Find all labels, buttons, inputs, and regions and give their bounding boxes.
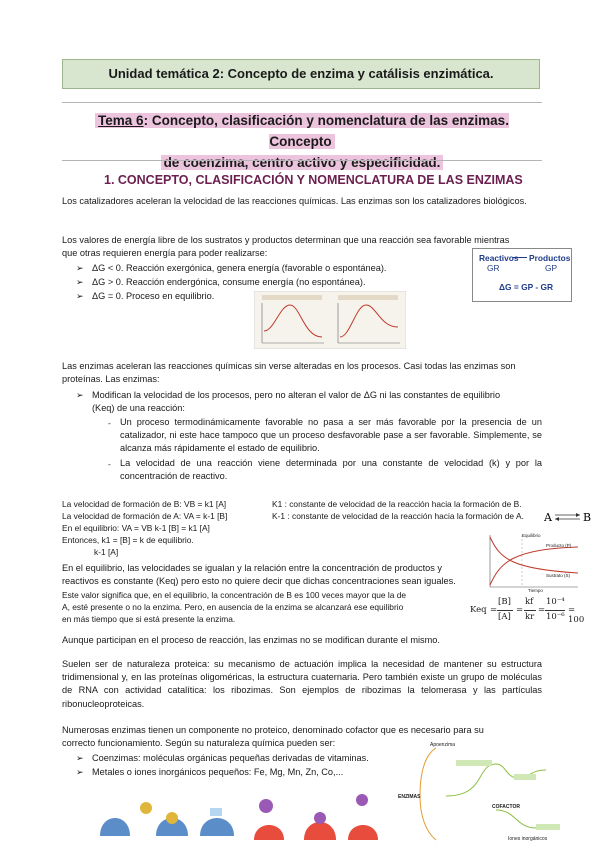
rate-line-4: Entonces, k1 = [B] = k de equilibrio.	[62, 535, 194, 545]
eq-small-3: en más tiempo que si está presente la enzima.	[62, 614, 236, 624]
dg-arrow-icon	[513, 257, 527, 258]
rate-line-1: La velocidad de formación de B: VB = k1 [A]	[62, 499, 227, 509]
divider-bottom	[62, 160, 542, 161]
k-def-2: K-1 : constante de velocidad de la reacción hacia la formación de A.	[272, 511, 524, 521]
cofactor-item-2: ➢ Metales o iones inorgánicos pequeños: Fe, Mg, Mn, Zn, Co,...	[76, 767, 344, 777]
dg-reactivos: Reactivos	[479, 253, 519, 263]
unit-title-box	[62, 59, 540, 89]
eq-small-1: Este valor significa que, en el equilibrio, la concentración de B es 100 veces mayor que la de	[62, 590, 407, 600]
paragraph-energia-line1: Los valores de energía libre de los sustratos y productos determinan que una reacción sea favorable mientras	[62, 235, 510, 245]
paragraph-cofactor-line2: correcto funcionamiento. Según su naturaleza química pueden ser:	[62, 738, 336, 748]
section-heading-1: 1. CONCEPTO, CLASIFICACIÓN Y NOMENCLATURA DE LAS ENZIMAS	[104, 173, 523, 187]
dg-formula: ΔG = GP - GR	[499, 282, 554, 292]
modifican-line1: ➢ Modifican la velocidad de los procesos, pero no alteran el valor de ΔG ni las constantes de equilibrio	[76, 390, 501, 400]
graph-equilibrio-label: Equilibrio	[522, 533, 541, 538]
dg-productos: Productos	[529, 253, 571, 263]
divider-top	[62, 102, 542, 103]
dg-item-2: ➢ ΔG > 0. Reacción endergónica, consume energía (no espontánea).	[76, 277, 366, 287]
paragraph-catalizadores: Los catalizadores aceleran la velocidad de las reacciones químicas. Las enzimas son los catalizadores biológicos.	[62, 196, 527, 206]
dg-gp: GP	[545, 263, 558, 273]
delta-g-box	[472, 248, 572, 302]
rate-line-2: La velocidad de formación de A: VA = k-1 [B]	[62, 511, 228, 521]
paragraph-aceleran-line2: proteínas. Las enzimas:	[62, 374, 160, 384]
dg-item-3: ➢ ΔG = 0. Proceso en equilibrio.	[76, 291, 215, 301]
tema-line2: de coenzima, centro activo y especificidad.	[161, 155, 444, 170]
graph-tiempo-label: Tiempo	[528, 588, 543, 593]
cofactor-item-1: ➢ Coenzimas: moléculas orgánicas pequeñas derivadas de vitaminas.	[76, 753, 369, 763]
keq-formula: Keq = [B] [A] = kf kr = 10⁻⁴ 10⁻⁶ = 100	[470, 597, 585, 625]
sub-bullet-2: La velocidad de una reacción viene determinada por una constante de velocidad (k) y por la concentración de reactivo.	[120, 458, 542, 482]
svg-text:A: A	[544, 511, 552, 524]
enzyme-image-left	[96, 792, 242, 844]
dash-1: -	[108, 418, 111, 428]
paragraph-naturaleza: Suelen ser de naturaleza proteica: su mecanismo de actuación implica la necesidad de mantener su estructura tridimensional y, en las proteínas oligoméricas, la estructura cuaternaria. Pero también existe un grupo de moléculas de RNA con actividad catalítica: los ribozimas. Son ejemplos de ribozimas la telomerasa y las partículas ribonucleoproteicas.	[62, 659, 542, 709]
paragraph-cofactor-line1: Numerosas enzimas tienen un componente no proteico, denominado cofactor que es necesario para su	[62, 725, 484, 735]
enzyme-image-right	[244, 788, 388, 844]
modifican-line2: (Keq) de una reacción:	[92, 403, 185, 413]
paragraph-equilibrio-line2: reactivos es constante (Keq) pero esto no quiere decir que dichas concentraciones sean iguales.	[62, 576, 456, 586]
map-apoenzima: Apoenzima	[430, 742, 456, 748]
k-def-1: K1 : constante de velocidad de la reacción hacia la formación de B.	[272, 499, 522, 509]
reaction-a-b	[544, 506, 594, 528]
rate-line-5: k-1 [A]	[94, 547, 119, 557]
dg-item-1: ➢ ΔG < 0. Reacción exergónica, genera energía (favorable o espontánea).	[76, 263, 387, 273]
paragraph-energia-line2: que otras requieren energía para poder realizarse:	[62, 248, 268, 258]
unit-title: Unidad temática 2: Concepto de enzima y catálisis enzimática.	[108, 66, 494, 81]
sub-bullet-1: Un proceso termodinámicamente favorable no pasa a ser más favorable por la presencia de un catalizador, ni este hace tampoco que un proceso desfavorable pase a ser favorable. Simplemente, se alcanza más rápidamente el estado de equilibrio.	[120, 417, 542, 454]
map-cofactor: COFACTOR	[492, 804, 520, 810]
tema-prefix: Tema 6	[98, 113, 144, 128]
graph-producto-label: Producto (P)	[546, 543, 572, 548]
energy-diagram	[254, 291, 406, 349]
tema-line1: : Concepto, clasificación y nomenclatura de las enzimas. Concepto	[143, 113, 509, 149]
eq-small-2: A, esté presente o no la enzima. Pero, en ausencia de la enzima se alcanzará ese equilibrio	[62, 602, 404, 612]
paragraph-equilibrio-line1: En el equilibrio, las velocidades se igualan y la relación entre la concentración de productos y	[62, 563, 442, 573]
rate-line-3: En el equilibrio: VA = VB k-1 [B] = k1 [A]	[62, 523, 210, 533]
dash-2: -	[108, 459, 111, 469]
equilibrium-graph	[484, 533, 584, 595]
map-enzimas: ENZIMAS	[398, 794, 421, 800]
map-inorg: Iones inorgánicos	[508, 836, 548, 842]
svg-text:B: B	[583, 511, 592, 524]
graph-sustrato-label: Sustrato (S)	[546, 573, 571, 578]
cofactor-concept-map	[396, 740, 596, 846]
paragraph-aceleran-line1: Las enzimas aceleran las reacciones químicas sin verse alteradas en los procesos. Casi todas las enzimas son	[62, 361, 516, 371]
paragraph-aunque: Aunque participan en el proceso de reacción, las enzimas no se modifican durante el mismo.	[62, 635, 440, 645]
dg-gr: GR	[487, 263, 500, 273]
tema-title	[62, 110, 542, 173]
